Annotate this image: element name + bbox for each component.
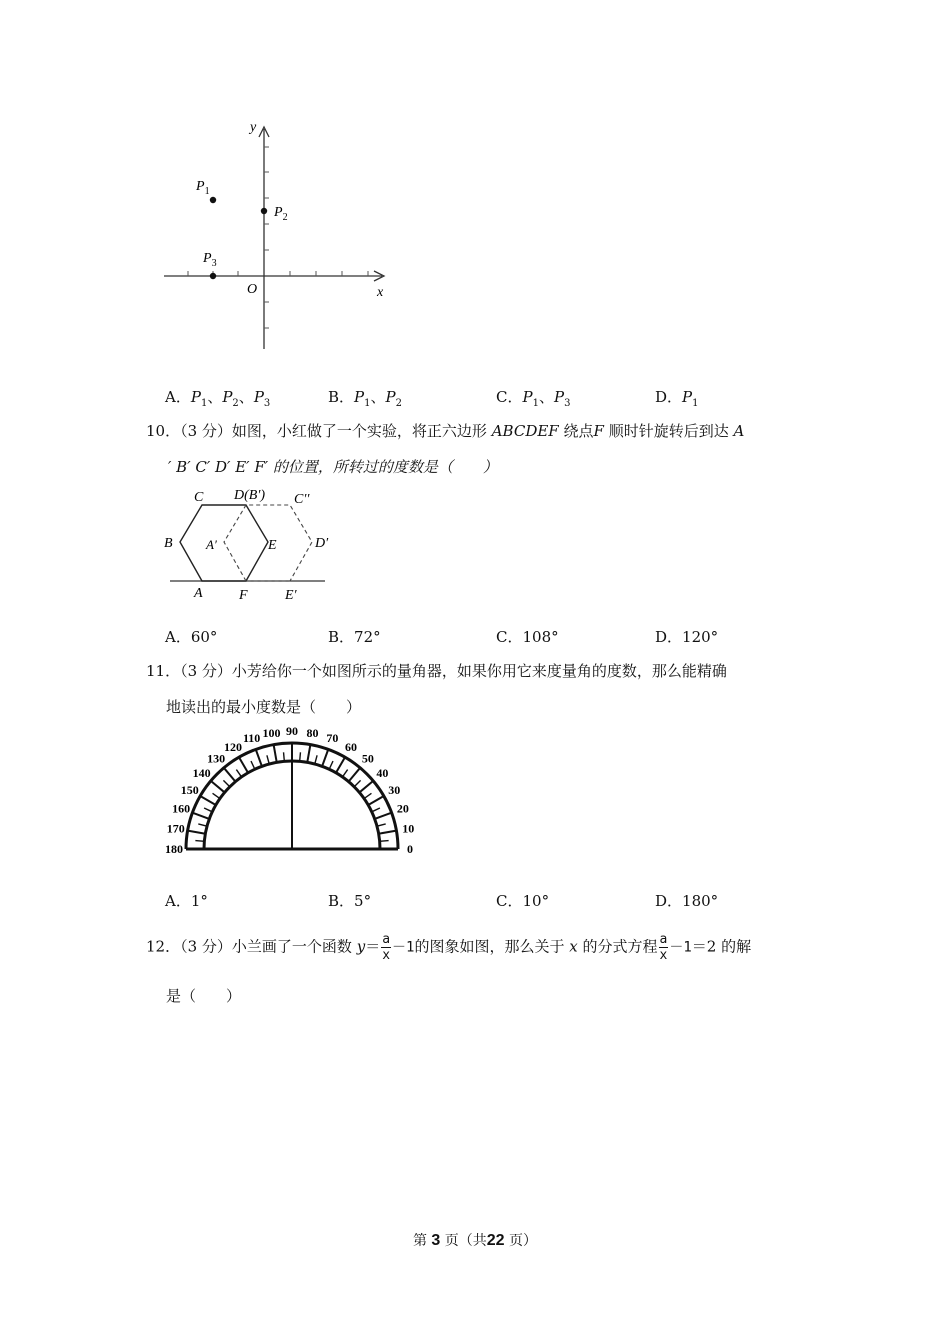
protractor-tick: [329, 761, 333, 769]
q10-option-c[interactable]: C．108°: [496, 628, 559, 646]
q10-option-a[interactable]: A．60°: [165, 628, 218, 646]
protractor-label: 60: [345, 739, 357, 754]
point-p2: [261, 208, 267, 214]
protractor-label: 170: [166, 821, 185, 836]
q10-hexagon-figure: [160, 485, 335, 605]
q10-option-d[interactable]: D．120°: [655, 628, 719, 646]
protractor-tick: [354, 780, 360, 786]
protractor-label: 0: [407, 842, 413, 856]
q9-option-c[interactable]: C．$P_1$、$P_3$: [496, 388, 571, 409]
protractor-tick: [192, 813, 209, 819]
q11-stem-line1: 11．（3 分）小芳给你一个如图所示的量角器，如果你用它来度量角的度数，那么能精确: [146, 662, 727, 680]
protractor-tick: [204, 808, 212, 812]
protractor-tick: [284, 752, 285, 761]
protractor-label: 30: [388, 783, 401, 797]
protractor-tick: [223, 780, 229, 786]
protractor-label: 160: [172, 801, 191, 816]
q12-stem-line2: 是（ ）: [166, 987, 242, 1005]
protractor-label: 70: [326, 731, 339, 746]
q10-stem-line2: ′ B′ C′ D′ E′ F′ 的位置，所转过的度数是（ ）: [168, 458, 498, 476]
protractor-tick: [380, 841, 389, 842]
protractor-tick: [336, 757, 345, 773]
q11-option-b[interactable]: B．5°: [328, 892, 372, 910]
protractor-label: 40: [376, 766, 389, 781]
q9-option-d[interactable]: D．$P_1$: [655, 388, 699, 409]
q11-protractor-figure: [160, 725, 420, 865]
protractor-tick: [377, 824, 386, 826]
svg-text:E: E: [268, 538, 277, 553]
protractor-tick: [322, 749, 328, 766]
protractor-label: 180: [165, 842, 183, 856]
svg-text:B: B: [164, 536, 173, 551]
protractor-tick: [364, 793, 371, 798]
protractor-tick: [274, 745, 277, 763]
svg-text:D(B′): D(B′): [234, 488, 266, 503]
protractor-tick: [236, 770, 241, 777]
svg-text:C′′: C′′: [294, 492, 310, 507]
protractor-label: 10: [402, 821, 415, 836]
svg-text:E′: E′: [285, 588, 297, 603]
q11-option-c[interactable]: C．10°: [496, 892, 550, 910]
q12-fraction-2: $\frac{a}{x}$: [659, 932, 668, 963]
protractor-label: 80: [306, 725, 319, 740]
protractor-label: 90: [286, 725, 298, 738]
protractor-tick: [342, 770, 347, 777]
y-axis-label: y: [250, 120, 257, 135]
protractor-tick: [251, 761, 255, 769]
protractor-tick: [349, 768, 361, 782]
protractor-tick: [213, 793, 220, 798]
protractor-tick: [315, 755, 317, 764]
q11-option-d[interactable]: D．180°: [655, 892, 719, 910]
protractor-label: 150: [180, 783, 199, 797]
p3-label: $P_3$: [203, 251, 217, 269]
protractor-tick: [307, 745, 310, 763]
p1-label: $P_1$: [196, 179, 210, 197]
protractor-tick: [256, 749, 262, 766]
q9-coordinate-figure: [150, 115, 400, 360]
x-axis-label: x: [377, 285, 384, 300]
protractor-tick: [188, 831, 206, 834]
protractor-tick: [211, 781, 225, 793]
p2-label: $P_2$: [274, 205, 288, 223]
protractor-label: 110: [242, 731, 261, 746]
protractor-tick: [379, 831, 397, 834]
protractor-tick: [200, 796, 216, 805]
svg-text:C: C: [194, 490, 204, 505]
protractor-tick: [224, 768, 236, 782]
protractor-tick: [239, 757, 248, 773]
q10-stem-line1: 10．（3 分）如图，小红做了一个实验，将正六边形 ABCDEF 绕点F 顺时针旋转后到达 A: [146, 422, 745, 440]
q9-option-b[interactable]: B．$P_1$、$P_2$: [328, 388, 402, 409]
page-footer: 第 3 页（共22 页）: [412, 1232, 538, 1249]
point-p3: [210, 273, 216, 279]
protractor-label: 20: [396, 801, 409, 816]
protractor-tick: [359, 781, 373, 793]
protractor-tick: [368, 796, 384, 805]
q12-stem-line1: 12．（3 分）小兰画了一个函数 y＝ $\frac{a}{x}$ －1的图象如图，那么关于 x 的分式方程 $\frac{a}{x}$ －1＝2 的解: [146, 932, 752, 963]
protractor-tick: [300, 752, 301, 761]
q11-option-a[interactable]: A．1°: [165, 892, 208, 910]
protractor-label: 130: [207, 751, 226, 766]
protractor-label: 140: [192, 766, 211, 781]
protractor-tick: [195, 841, 204, 842]
q12-fraction-1: $\frac{a}{x}$: [382, 932, 391, 963]
protractor-tick: [372, 808, 380, 812]
q10-option-b[interactable]: B．72°: [328, 628, 381, 646]
q9-option-a[interactable]: A．$P_1$、$P_2$、$P_3$: [165, 388, 271, 409]
origin-label: O: [247, 282, 258, 297]
point-p1: [210, 197, 216, 203]
q11-stem-line2: 地读出的最小度数是（ ）: [166, 698, 362, 716]
svg-text:D′: D′: [315, 536, 329, 551]
svg-text:F: F: [239, 588, 248, 603]
protractor-tick: [198, 824, 207, 826]
protractor-label: 100: [262, 725, 281, 740]
protractor-tick: [375, 813, 392, 819]
protractor-label: 50: [361, 751, 374, 766]
protractor-label: 120: [224, 739, 242, 754]
svg-text:A: A: [194, 586, 203, 601]
protractor-tick: [267, 755, 269, 764]
svg-text:A′: A′: [206, 537, 217, 552]
